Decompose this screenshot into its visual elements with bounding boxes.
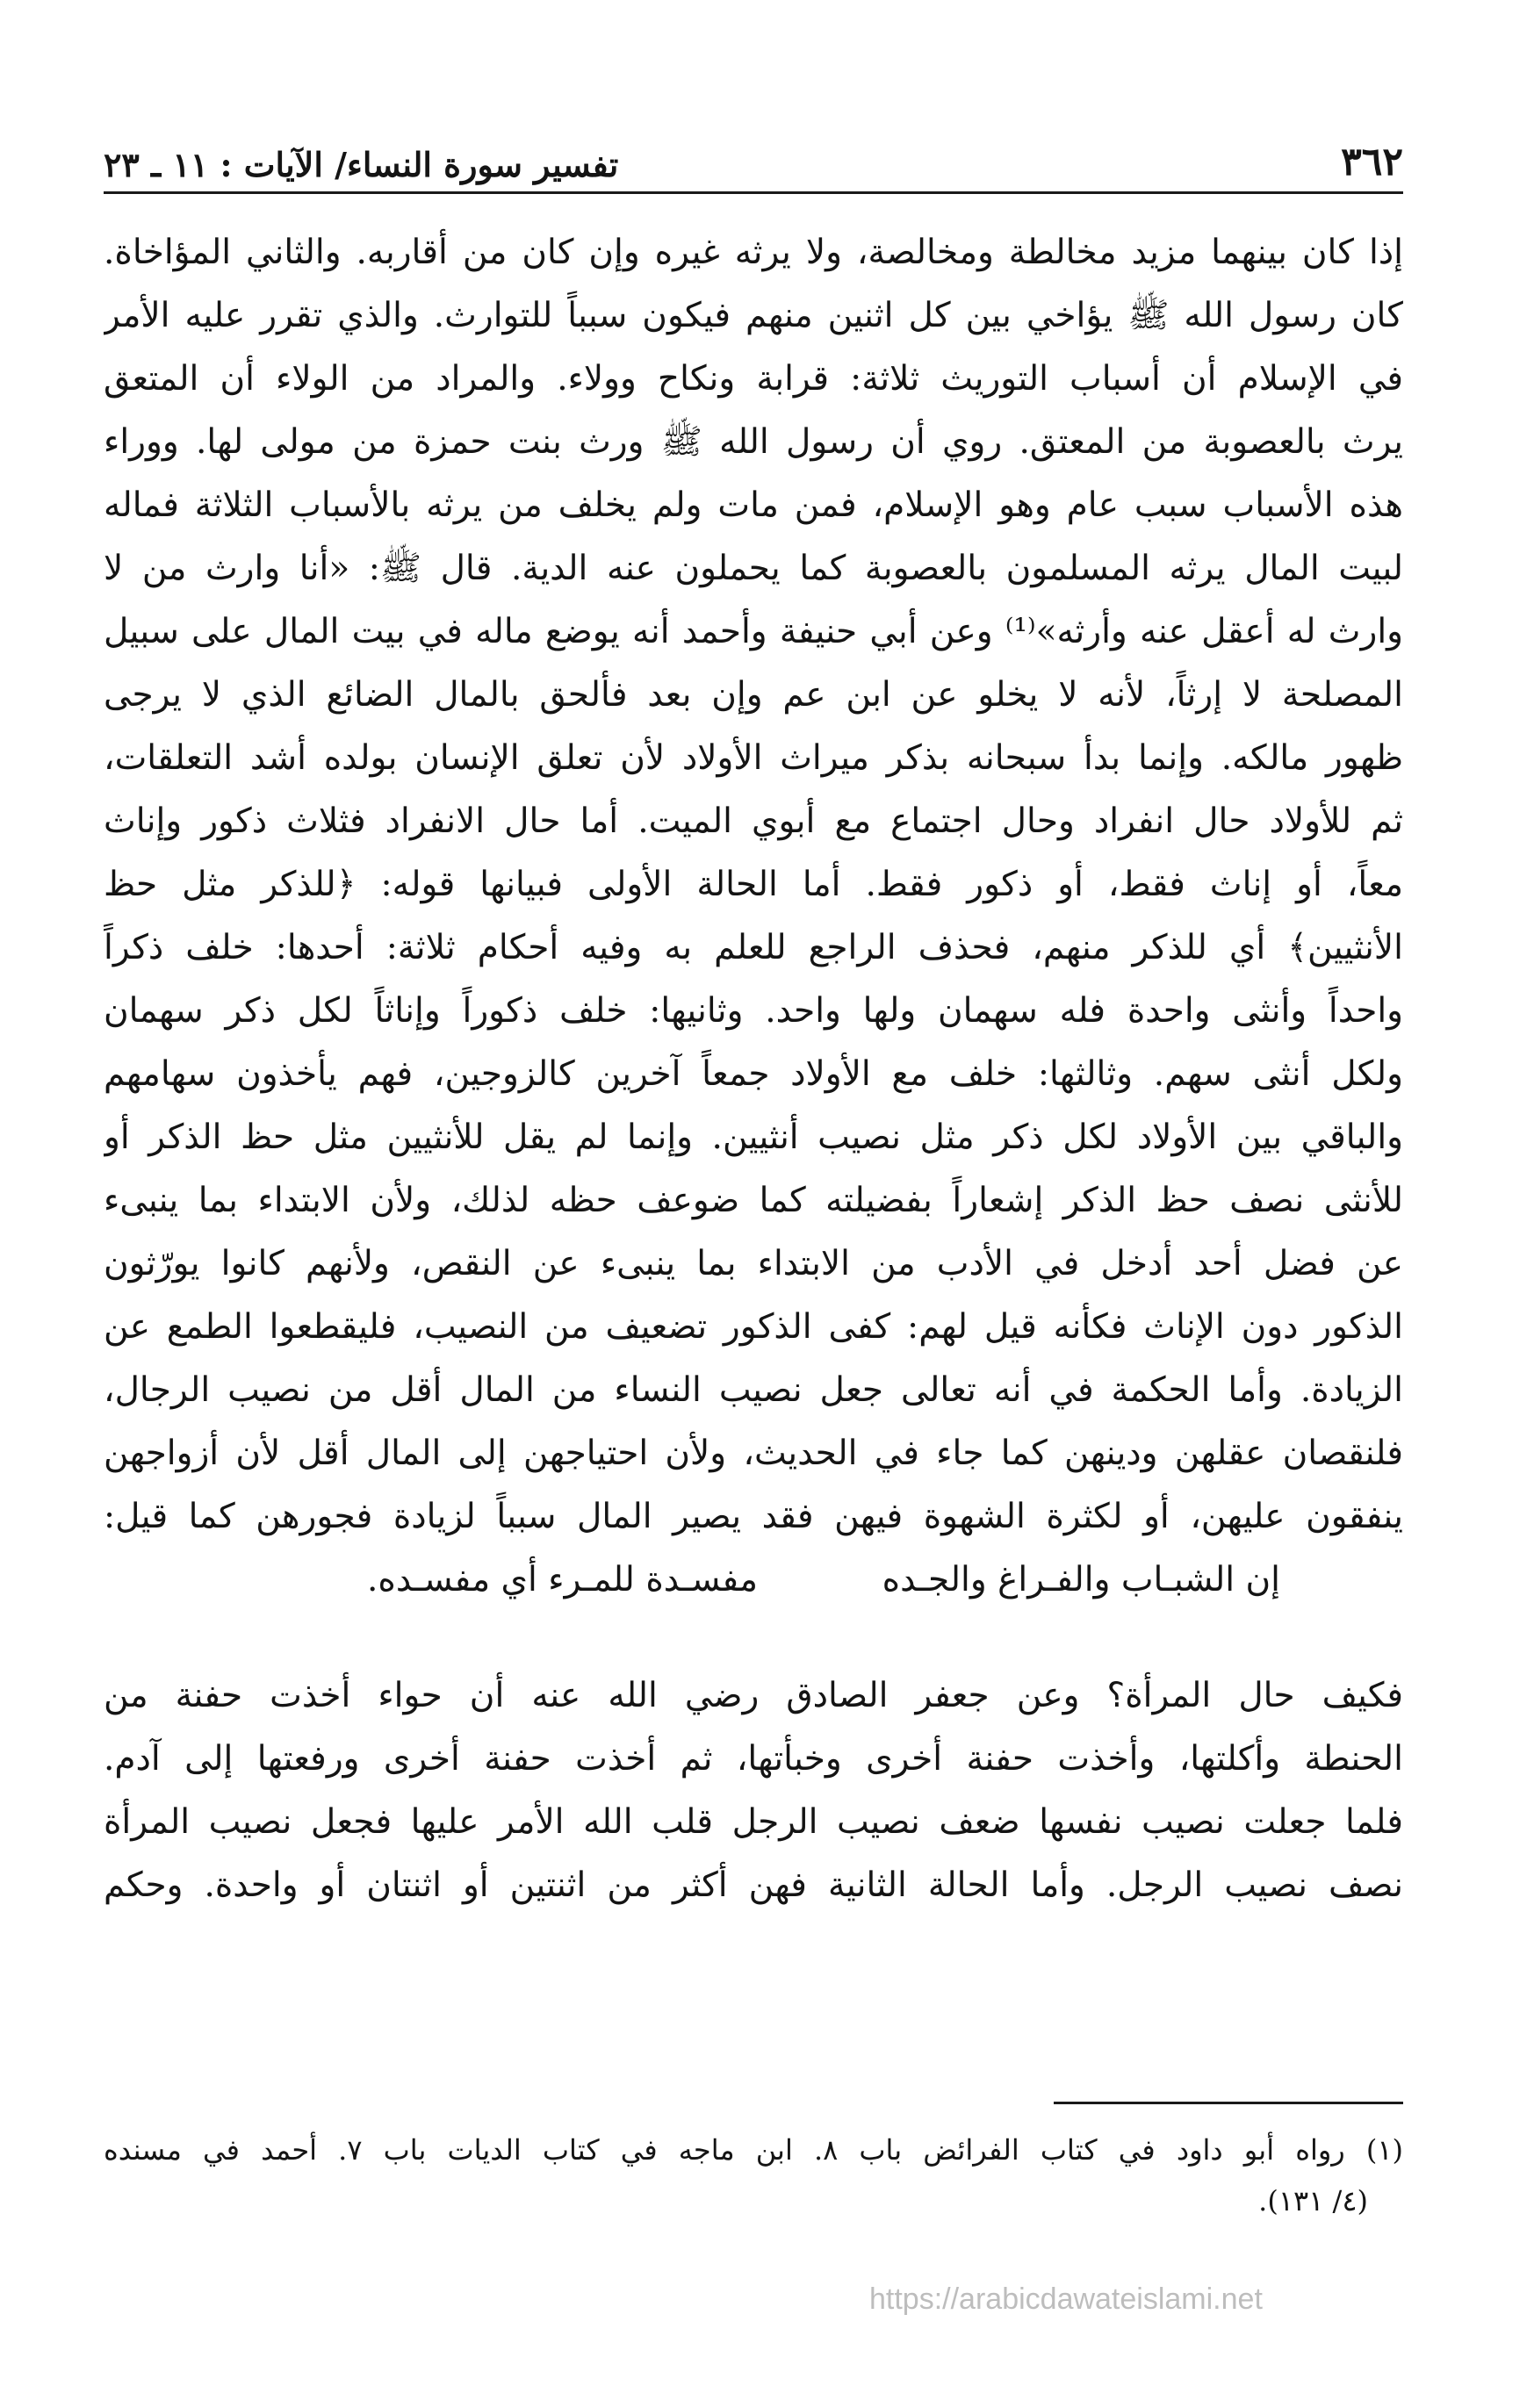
- verse-first-hemistich: إن الشبـاب والفـراغ والجـده: [882, 1560, 1280, 1599]
- text-line: وارث له أعقل عنه وأرثه»⁽¹⁾ وعن أبي حنيفة وأحمد أنه يوضع ماله في بيت المال على سبيل: [104, 612, 1403, 651]
- poetry-verse: [104, 1549, 1403, 1612]
- text-line: واحداً وأنثى واحدة فله سهمان ولها واحد. وثانيها: خلف ذكوراً وإناثاً لكل ذكر سهمان: [104, 991, 1403, 1031]
- text-line: الزيادة. وأما الحكمة في أنه تعالى جعل نصيب النساء من المال أقل من نصيب الرجال،: [104, 1370, 1403, 1410]
- watermark-url: https://arabicdawateislami.net: [869, 2282, 1263, 2316]
- text-line: نصف نصيب الرجل. وأما الحالة الثانية فهن أكثر من اثنتين أو اثنتان أو واحدة. وحكم: [104, 1865, 1403, 1905]
- verse-second-hemistich: مفسـدة للمـرء أي مفسـده.: [367, 1560, 759, 1599]
- text-line: إذا كان بينهما مزيد مخالطة ومخالصة، ولا يرثه غيره وإن كان من أقاربه. والثاني المؤاخاة.: [104, 233, 1403, 272]
- text-line: هذه الأسباب سبب عام وهو الإسلام، فمن مات ولم يخلف من يرثه بالأسباب الثلاثة فماله: [104, 485, 1403, 525]
- text-line: لبيت المال يرثه المسلمون بالعصوبة كما يحملون عنه الدية. قال ﷺ: «أنا وارث من لا: [104, 549, 1403, 588]
- text-line: الذكور دون الإناث فكأنه قيل لهم: كفى الذكور تضعيف من النصيب، فليقطعوا الطمع عن: [104, 1307, 1403, 1347]
- text-line: المصلحة لا إرثاً، لأنه لا يخلو عن ابن عم وإن بعد فألحق بالمال الضائع الذي لا يرجى: [104, 675, 1403, 715]
- text-line: كان رسول الله ﷺ يؤاخي بين كل اثنين منهم فيكون سبباً للتوارث. والذي تقرر عليه الأمر: [104, 296, 1403, 335]
- text-line: في الإسلام أن أسباب التوريث ثلاثة: قرابة ونكاح وولاء. والمراد من الولاء أن المتعق: [104, 359, 1403, 399]
- text-line: ينفقون عليهن، أو لكثرة الشهوة فيهن فقد يصير المال سبباً لزيادة فجورهن كما قيل:: [104, 1497, 1403, 1536]
- text-line: والباقي بين الأولاد لكل ذكر مثل نصيب أنثيين. وإنما لم يقل للأنثيين مثل حظ الذكر أو: [104, 1118, 1403, 1157]
- footnote-line: (١) رواه أبو داود في كتاب الفرائض باب ٨. ابن ماجه في كتاب الديات باب ٧. أحمد في مسنده: [104, 2133, 1403, 2167]
- text-line: معاً، أو إناث فقط، أو ذكور فقط. أما الحالة الأولى فبيانها قوله: ﴿للذكر مثل حظ: [104, 865, 1403, 904]
- footnotes: [104, 2124, 1403, 2226]
- text-line: يرث بالعصوبة من المعتق. روي أن رسول الله ﷺ ورث بنت حمزة من مولى لها. ووراء: [104, 422, 1403, 462]
- header-rule: [104, 191, 1403, 194]
- footnote-rule: [1054, 2102, 1403, 2104]
- text-line: ولكل أنثى سهم. وثالثها: خلف مع الأولاد جمعاً آخرين كالزوجين، فهم يأخذون سهامهم: [104, 1054, 1403, 1094]
- footnote-line: (٤/ ١٣١).: [1258, 2184, 1368, 2218]
- text-line: فكيف حال المرأة؟ وعن جعفر الصادق رضي الله عنه أن حواء أخذت حفنة من: [104, 1676, 1403, 1715]
- text-line: ثم للأولاد حال انفراد وحال اجتماع مع أبوي الميت. أما حال الانفراد فثلاث ذكور وإناث: [104, 801, 1403, 841]
- text-line: الحنطة وأكلتها، وأخذت حفنة أخرى وخبأتها، ثم أخذت حفنة أخرى ورفعتها إلى آدم.: [104, 1739, 1403, 1779]
- running-title: تفسير سورة النساء/ الآيات : ١١ ـ ٢٣: [104, 145, 619, 184]
- text-line: ظهور مالكه. وإنما بدأ سبحانه بذكر ميراث الأولاد لأن تعلق الإنسان بولده أشد التعلقات،: [104, 738, 1403, 778]
- page-number: ٣٦٢: [1341, 140, 1403, 184]
- page-header: [104, 132, 1403, 184]
- verse-spacer: [104, 1612, 1403, 1664]
- text-line: الأنثيين﴾ أي للذكر منهم، فحذف الراجع للعلم به وفيه أحكام ثلاثة: أحدها: خلف ذكراً: [104, 928, 1403, 967]
- main-text: [104, 221, 1403, 1917]
- text-line: للأنثى نصف حظ الذكر إشعاراً بفضيلته كما ضوعف حظه لذلك، ولأن الابتداء بما ينبىء: [104, 1181, 1403, 1220]
- text-line: فلما جعلت نصيب نفسها ضعف نصيب الرجل قلب الله الأمر عليها فجعل نصيب المرأة: [104, 1802, 1403, 1842]
- text-line: عن فضل أحد أدخل في الأدب من الابتداء بما ينبىء عن النقص، ولأنهم كانوا يورّثون: [104, 1244, 1403, 1283]
- text-line: فلنقصان عقلهن ودينهن كما جاء في الحديث، ولأن احتياجهن إلى المال أقل لأن أزواجهن: [104, 1434, 1403, 1473]
